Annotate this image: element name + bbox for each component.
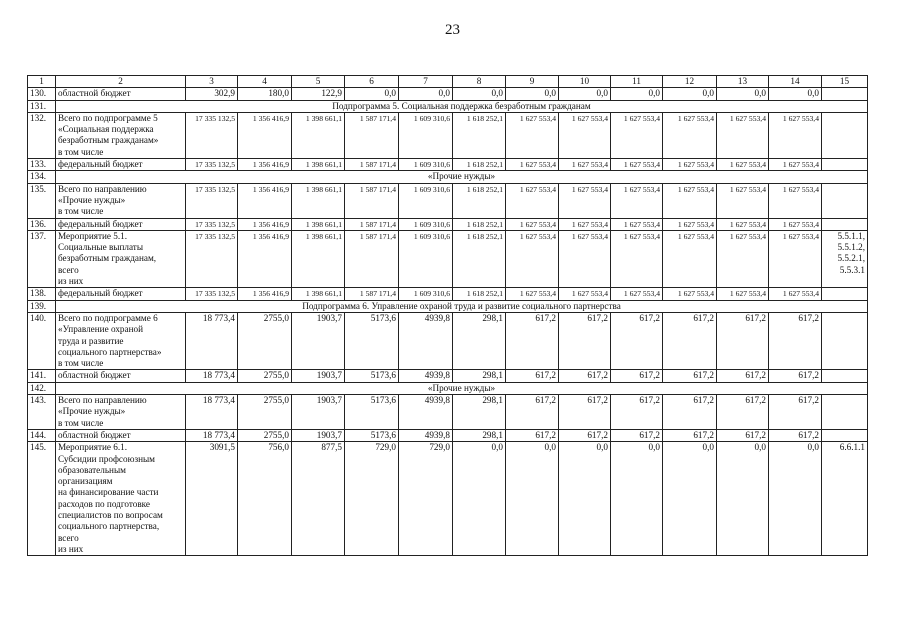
value-cell: 1 627 553,4	[559, 230, 611, 287]
value-cell: 729,0	[345, 442, 399, 556]
section-title: «Прочие нужды»	[56, 382, 868, 394]
table-row	[28, 218, 868, 230]
value-cell: 17 335 132,5	[186, 218, 238, 230]
value-cell: 0,0	[717, 442, 769, 556]
column-header: 6	[345, 76, 399, 88]
value-cell: 617,2	[717, 429, 769, 441]
row-number: 136.	[28, 218, 56, 230]
column-header: 10	[559, 76, 611, 88]
value-cell: 617,2	[663, 370, 717, 382]
value-cell: 17 335 132,5	[186, 230, 238, 287]
value-cell: 1 618 252,1	[453, 183, 506, 218]
value-cell: 1 627 553,4	[769, 288, 822, 300]
value-cell: 4939,8	[399, 370, 453, 382]
value-cell: 1 627 553,4	[717, 183, 769, 218]
value-cell: 1903,7	[292, 395, 345, 430]
row-description: Мероприятие 6.1. Субсидии профсоюзным образовательным организациям на финансирование части расходов по подготовке специалистов по вопросам социального партнерства, всего из них	[56, 442, 186, 556]
value-cell: 1 627 553,4	[506, 218, 559, 230]
value-cell: 0,0	[506, 88, 559, 100]
value-cell: 617,2	[559, 370, 611, 382]
value-cell: 1903,7	[292, 370, 345, 382]
row-number: 142.	[28, 382, 56, 394]
value-cell: 2755,0	[238, 370, 292, 382]
table-row	[28, 288, 868, 300]
row-description: Всего по направлению «Прочие нужды» в том числе	[56, 183, 186, 218]
value-cell: 617,2	[506, 395, 559, 430]
code-cell	[822, 218, 868, 230]
value-cell: 1 627 553,4	[717, 230, 769, 287]
value-cell: 617,2	[559, 312, 611, 369]
row-number: 135.	[28, 183, 56, 218]
value-cell: 18 773,4	[186, 312, 238, 369]
value-cell: 617,2	[663, 429, 717, 441]
row-number: 145.	[28, 442, 56, 556]
value-cell: 17 335 132,5	[186, 112, 238, 158]
value-cell: 1 609 310,6	[399, 183, 453, 218]
value-cell: 756,0	[238, 442, 292, 556]
value-cell: 1 627 553,4	[769, 112, 822, 158]
section-row	[28, 171, 868, 183]
value-cell: 617,2	[717, 370, 769, 382]
value-cell: 0,0	[663, 442, 717, 556]
value-cell: 5173,6	[345, 429, 399, 441]
value-cell: 617,2	[769, 395, 822, 430]
value-cell: 1 627 553,4	[611, 230, 663, 287]
value-cell: 617,2	[611, 395, 663, 430]
value-cell: 1 609 310,6	[399, 112, 453, 158]
value-cell: 1 627 553,4	[769, 159, 822, 171]
row-number: 134.	[28, 171, 56, 183]
value-cell: 1 618 252,1	[453, 218, 506, 230]
code-cell	[822, 288, 868, 300]
table-row	[28, 442, 868, 556]
row-number: 141.	[28, 370, 56, 382]
column-header: 3	[186, 76, 238, 88]
value-cell: 0,0	[559, 88, 611, 100]
value-cell: 1 398 661,1	[292, 183, 345, 218]
value-cell: 298,1	[453, 395, 506, 430]
table-row	[28, 429, 868, 441]
value-cell: 1 627 553,4	[769, 230, 822, 287]
value-cell: 1 618 252,1	[453, 112, 506, 158]
row-number: 137.	[28, 230, 56, 287]
value-cell: 1 627 553,4	[611, 112, 663, 158]
column-header: 8	[453, 76, 506, 88]
table-row	[28, 112, 868, 158]
value-cell: 0,0	[717, 88, 769, 100]
column-header: 4	[238, 76, 292, 88]
header-row	[28, 76, 868, 88]
table-row	[28, 183, 868, 218]
row-number: 131.	[28, 100, 56, 112]
row-description: областной бюджет	[56, 370, 186, 382]
value-cell: 17 335 132,5	[186, 159, 238, 171]
value-cell: 1 618 252,1	[453, 288, 506, 300]
value-cell: 0,0	[453, 442, 506, 556]
value-cell: 1 627 553,4	[559, 218, 611, 230]
value-cell: 5173,6	[345, 312, 399, 369]
value-cell: 0,0	[506, 442, 559, 556]
table-row	[28, 395, 868, 430]
column-header: 5	[292, 76, 345, 88]
value-cell: 1 627 553,4	[769, 218, 822, 230]
section-title: «Прочие нужды»	[56, 171, 868, 183]
value-cell: 122,9	[292, 88, 345, 100]
value-cell: 1 587 171,4	[345, 112, 399, 158]
row-description: областной бюджет	[56, 88, 186, 100]
value-cell: 2755,0	[238, 312, 292, 369]
value-cell: 1 627 553,4	[663, 288, 717, 300]
value-cell: 2755,0	[238, 395, 292, 430]
table-row	[28, 370, 868, 382]
value-cell: 0,0	[769, 442, 822, 556]
column-header: 15	[822, 76, 868, 88]
value-cell: 1 627 553,4	[663, 230, 717, 287]
table-row	[28, 159, 868, 171]
row-number: 143.	[28, 395, 56, 430]
value-cell: 1 627 553,4	[506, 183, 559, 218]
code-cell: 6.6.1.1	[822, 442, 868, 556]
value-cell: 617,2	[611, 312, 663, 369]
value-cell: 18 773,4	[186, 370, 238, 382]
value-cell: 1 627 553,4	[717, 218, 769, 230]
value-cell: 877,5	[292, 442, 345, 556]
value-cell: 1 587 171,4	[345, 183, 399, 218]
value-cell: 1 587 171,4	[345, 159, 399, 171]
value-cell: 18 773,4	[186, 395, 238, 430]
value-cell: 1 627 553,4	[717, 288, 769, 300]
value-cell: 1 627 553,4	[506, 112, 559, 158]
value-cell: 617,2	[559, 429, 611, 441]
value-cell: 1 356 416,9	[238, 218, 292, 230]
value-cell: 1 627 553,4	[663, 112, 717, 158]
row-description: федеральный бюджет	[56, 159, 186, 171]
code-cell	[822, 88, 868, 100]
value-cell: 1 627 553,4	[611, 218, 663, 230]
section-row	[28, 382, 868, 394]
table-row	[28, 312, 868, 369]
value-cell: 1 587 171,4	[345, 288, 399, 300]
value-cell: 2755,0	[238, 429, 292, 441]
value-cell: 1 609 310,6	[399, 288, 453, 300]
row-description: федеральный бюджет	[56, 218, 186, 230]
value-cell: 0,0	[663, 88, 717, 100]
row-number: 139.	[28, 300, 56, 312]
value-cell: 4939,8	[399, 312, 453, 369]
value-cell: 1 627 553,4	[717, 159, 769, 171]
value-cell: 1 587 171,4	[345, 218, 399, 230]
code-cell	[822, 429, 868, 441]
value-cell: 617,2	[506, 429, 559, 441]
value-cell: 617,2	[717, 312, 769, 369]
section-row	[28, 100, 868, 112]
value-cell: 1903,7	[292, 312, 345, 369]
value-cell: 3091,5	[186, 442, 238, 556]
value-cell: 1 356 416,9	[238, 230, 292, 287]
value-cell: 617,2	[769, 370, 822, 382]
code-cell	[822, 159, 868, 171]
value-cell: 617,2	[611, 429, 663, 441]
value-cell: 1 627 553,4	[717, 112, 769, 158]
value-cell: 617,2	[663, 312, 717, 369]
value-cell: 617,2	[506, 370, 559, 382]
value-cell: 1 609 310,6	[399, 230, 453, 287]
code-cell	[822, 370, 868, 382]
value-cell: 17 335 132,5	[186, 288, 238, 300]
section-row	[28, 300, 868, 312]
value-cell: 0,0	[769, 88, 822, 100]
value-cell: 180,0	[238, 88, 292, 100]
value-cell: 1 627 553,4	[611, 159, 663, 171]
value-cell: 1 627 553,4	[611, 288, 663, 300]
budget-table	[27, 75, 868, 556]
column-header: 1	[28, 76, 56, 88]
page-number: 23	[445, 22, 460, 38]
row-description: Всего по подпрограмме 6 «Управление охраной труда и развитие социального партнерства» в том числе	[56, 312, 186, 369]
value-cell: 1 356 416,9	[238, 112, 292, 158]
value-cell: 617,2	[559, 395, 611, 430]
value-cell: 5173,6	[345, 370, 399, 382]
section-title: Подпрограмма 6. Управление охраной труда и развитие социального партнерства	[56, 300, 868, 312]
row-description: федеральный бюджет	[56, 288, 186, 300]
column-header: 2	[56, 76, 186, 88]
value-cell: 1 627 553,4	[611, 183, 663, 218]
column-header: 12	[663, 76, 717, 88]
value-cell: 0,0	[611, 88, 663, 100]
value-cell: 0,0	[611, 442, 663, 556]
value-cell: 617,2	[663, 395, 717, 430]
value-cell: 1 398 661,1	[292, 230, 345, 287]
value-cell: 18 773,4	[186, 429, 238, 441]
value-cell: 1 398 661,1	[292, 112, 345, 158]
row-number: 130.	[28, 88, 56, 100]
value-cell: 298,1	[453, 312, 506, 369]
value-cell: 1 627 553,4	[559, 183, 611, 218]
value-cell: 1 627 553,4	[663, 218, 717, 230]
value-cell: 4939,8	[399, 429, 453, 441]
row-number: 144.	[28, 429, 56, 441]
code-cell	[822, 395, 868, 430]
value-cell: 17 335 132,5	[186, 183, 238, 218]
value-cell: 1 618 252,1	[453, 159, 506, 171]
code-cell: 5.5.1.1, 5.5.1.2, 5.5.2.1, 5.5.3.1	[822, 230, 868, 287]
value-cell: 1 356 416,9	[238, 159, 292, 171]
value-cell: 1 627 553,4	[506, 288, 559, 300]
value-cell: 1 627 553,4	[663, 183, 717, 218]
row-description: Всего по подпрограмме 5 «Социальная поддержка безработным гражданам» в том числе	[56, 112, 186, 158]
value-cell: 0,0	[559, 442, 611, 556]
value-cell: 1 398 661,1	[292, 159, 345, 171]
row-number: 133.	[28, 159, 56, 171]
value-cell: 1 398 661,1	[292, 218, 345, 230]
value-cell: 0,0	[345, 88, 399, 100]
value-cell: 1 627 553,4	[769, 183, 822, 218]
value-cell: 302,9	[186, 88, 238, 100]
code-cell	[822, 183, 868, 218]
value-cell: 617,2	[506, 312, 559, 369]
code-cell	[822, 112, 868, 158]
value-cell: 729,0	[399, 442, 453, 556]
table-row	[28, 88, 868, 100]
value-cell: 617,2	[717, 395, 769, 430]
column-header: 7	[399, 76, 453, 88]
section-title: Подпрограмма 5. Социальная поддержка безработным гражданам	[56, 100, 868, 112]
value-cell: 4939,8	[399, 395, 453, 430]
table-row	[28, 230, 868, 287]
row-number: 140.	[28, 312, 56, 369]
row-description: Всего по направлению «Прочие нужды» в том числе	[56, 395, 186, 430]
value-cell: 1 609 310,6	[399, 159, 453, 171]
row-number: 132.	[28, 112, 56, 158]
code-cell	[822, 312, 868, 369]
row-number: 138.	[28, 288, 56, 300]
value-cell: 1 398 661,1	[292, 288, 345, 300]
value-cell: 1903,7	[292, 429, 345, 441]
value-cell: 5173,6	[345, 395, 399, 430]
value-cell: 1 627 553,4	[559, 159, 611, 171]
value-cell: 1 627 553,4	[663, 159, 717, 171]
column-header: 13	[717, 76, 769, 88]
value-cell: 1 627 553,4	[559, 112, 611, 158]
value-cell: 298,1	[453, 370, 506, 382]
column-header: 11	[611, 76, 663, 88]
column-header: 9	[506, 76, 559, 88]
row-description: областной бюджет	[56, 429, 186, 441]
value-cell: 1 627 553,4	[506, 159, 559, 171]
value-cell: 617,2	[769, 312, 822, 369]
value-cell: 1 609 310,6	[399, 218, 453, 230]
value-cell: 0,0	[399, 88, 453, 100]
value-cell: 617,2	[769, 429, 822, 441]
value-cell: 617,2	[611, 370, 663, 382]
value-cell: 1 356 416,9	[238, 288, 292, 300]
value-cell: 1 587 171,4	[345, 230, 399, 287]
row-description: Мероприятие 5.1. Социальные выплаты безработным гражданам, всего из них	[56, 230, 186, 287]
value-cell: 298,1	[453, 429, 506, 441]
value-cell: 1 356 416,9	[238, 183, 292, 218]
value-cell: 1 627 553,4	[506, 230, 559, 287]
value-cell: 1 618 252,1	[453, 230, 506, 287]
value-cell: 0,0	[453, 88, 506, 100]
column-header: 14	[769, 76, 822, 88]
value-cell: 1 627 553,4	[559, 288, 611, 300]
